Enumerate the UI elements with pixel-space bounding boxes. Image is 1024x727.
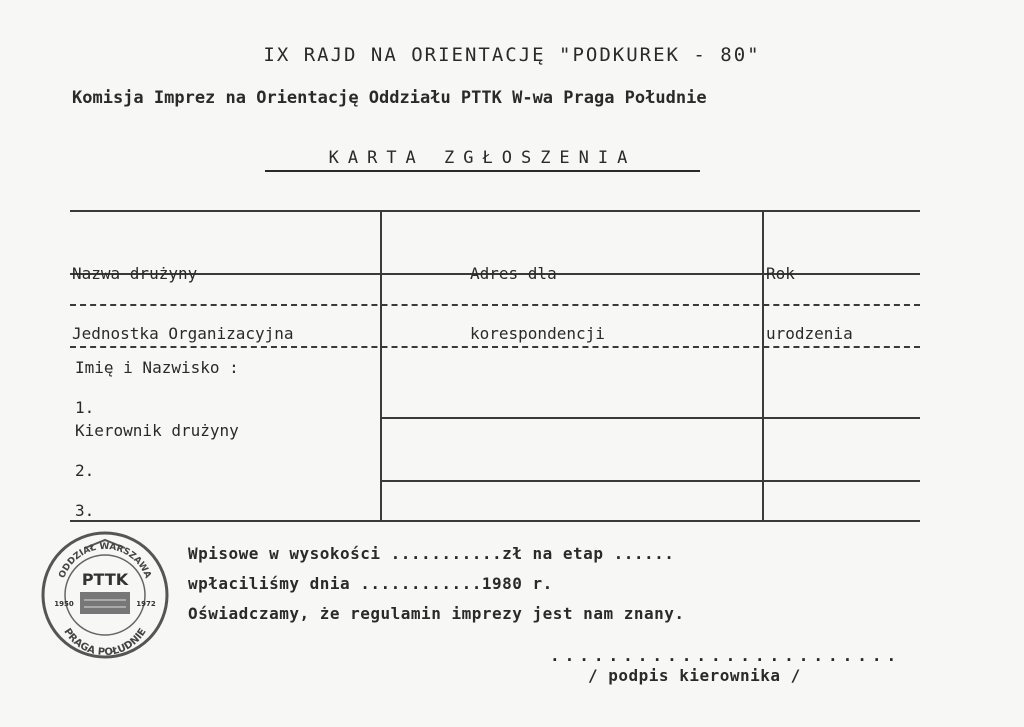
form-title: KARTA ZGŁOSZENIA bbox=[265, 148, 700, 172]
members-label: Imię i Nazwisko : bbox=[75, 358, 239, 377]
column-header-birth-year bbox=[766, 224, 853, 384]
column-header-team-line2: Jednostka Organizacyjna bbox=[72, 324, 294, 343]
column-header-birth-year-line2: urodzenia bbox=[766, 324, 853, 343]
stamp-right-year: 1972 bbox=[136, 600, 156, 608]
stamp-bottom-text: PRAGA POŁUDNIE bbox=[61, 626, 149, 659]
table-bottom-border bbox=[70, 520, 920, 522]
column-divider-1 bbox=[380, 210, 382, 522]
row-number-2: 2. bbox=[75, 461, 95, 480]
stamp-left-year: 1950 bbox=[54, 600, 74, 608]
column-header-address-line1: Adres dla bbox=[470, 264, 557, 283]
column-header-birth-year-line1: Rok bbox=[766, 264, 795, 283]
rules-line: Oświadczamy, że regulamin imprezy jest nam znany. bbox=[188, 604, 685, 623]
leader-label: Kierownik drużyny bbox=[75, 421, 239, 440]
committee-subtitle: Komisja Imprez na Orientację Oddziału PTTK W-wa Praga Południe bbox=[72, 88, 707, 108]
event-title: IX RAJD NA ORIENTACJĘ "PODKUREK - 80" bbox=[263, 44, 761, 66]
column-header-team-line1: Nazwa drużyny bbox=[72, 264, 198, 283]
column-header-address-line2: korespondencji bbox=[470, 324, 605, 343]
row-number-3: 3. bbox=[75, 501, 95, 520]
pttk-stamp bbox=[40, 530, 170, 660]
table-top-border bbox=[70, 210, 920, 212]
column-header-address bbox=[470, 224, 605, 384]
signature-label: / podpis kierownika / bbox=[588, 666, 801, 685]
row-divider-1 bbox=[381, 417, 920, 419]
stamp-center-text: PTTK bbox=[81, 570, 129, 589]
paid-line: wpłaciliśmy dnia ............1980 r. bbox=[188, 574, 553, 593]
signature-dots: ........................ bbox=[550, 646, 902, 665]
row-divider-2 bbox=[381, 480, 920, 482]
row-number-1: 1. bbox=[75, 398, 95, 417]
fee-line: Wpisowe w wysokości ...........zł na etap ...... bbox=[188, 544, 675, 563]
stamp-top-text: ODDZIAŁ WARSZAWA bbox=[57, 541, 153, 580]
column-divider-2 bbox=[762, 210, 764, 522]
